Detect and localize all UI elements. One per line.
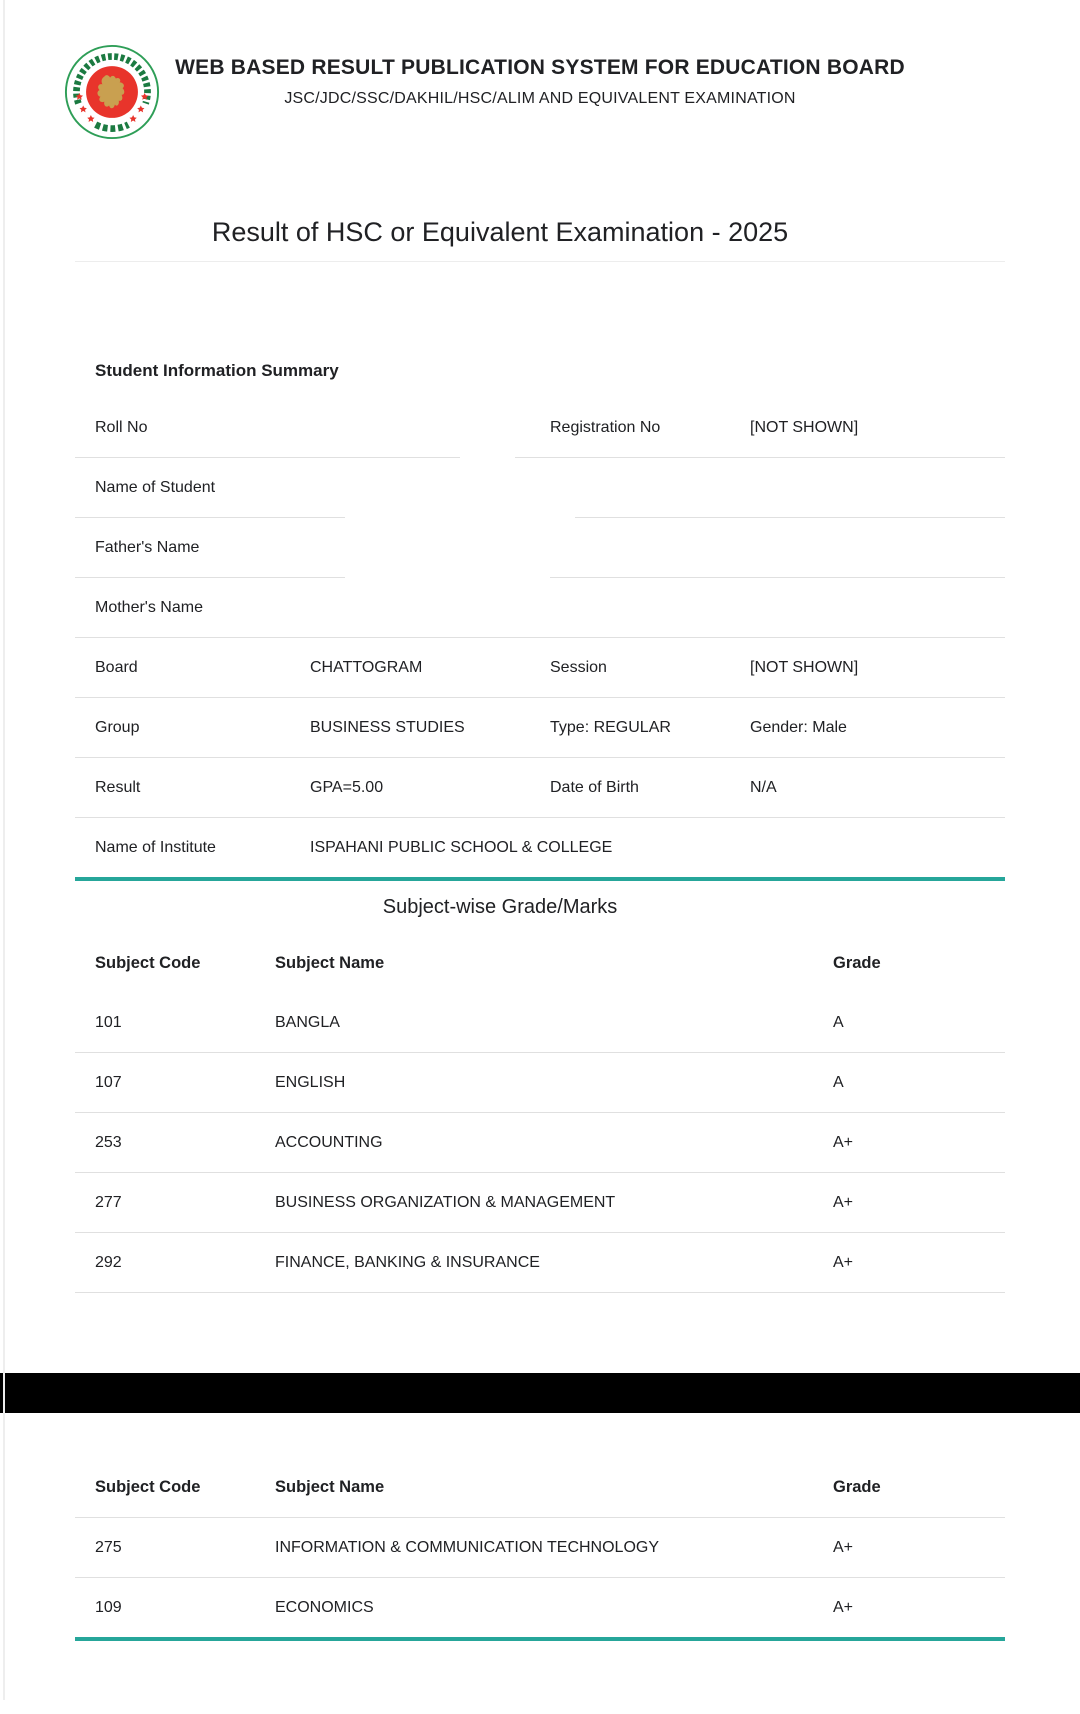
info-value: ISPAHANI PUBLIC SCHOOL & COLLEGE — [310, 838, 613, 856]
info-row-roll — [75, 398, 1005, 457]
grade-row — [75, 1578, 1005, 1637]
student-info-heading: Student Information Summary — [95, 361, 339, 380]
grade-row — [75, 993, 1005, 1052]
info-value: CHATTOGRAM — [310, 658, 423, 676]
info-label: Result — [95, 778, 141, 796]
header-text-block — [0, 0, 1080, 108]
subject-code: 109 — [95, 1598, 122, 1616]
info-label: Father's Name — [95, 538, 200, 556]
subject-grade: A+ — [833, 1193, 854, 1211]
subject-code: 292 — [95, 1253, 122, 1271]
info-label: Date of Birth — [550, 778, 639, 796]
page-header — [0, 0, 1080, 160]
subject-code: 107 — [95, 1073, 122, 1091]
info-row-board — [75, 638, 1005, 697]
student-info-section — [75, 361, 1005, 1293]
col-grade: Grade — [833, 1477, 881, 1496]
subject-grade: A+ — [833, 1253, 854, 1271]
col-subject-code: Subject Code — [95, 1477, 201, 1496]
subject-code: 275 — [95, 1538, 122, 1556]
grade-row — [75, 1233, 1005, 1292]
subject-code: 101 — [95, 1013, 122, 1031]
subject-grade: A+ — [833, 1598, 854, 1616]
grade-row — [75, 1053, 1005, 1112]
grade-row — [75, 1113, 1005, 1172]
site-title: WEB BASED RESULT PUBLICATION SYSTEM FOR EDUCATION BOARD — [175, 56, 905, 79]
info-label: Group — [95, 718, 140, 736]
subject-name: BUSINESS ORGANIZATION & MANAGEMENT — [275, 1193, 616, 1211]
subject-name: ECONOMICS — [275, 1598, 374, 1616]
subject-grade: A+ — [833, 1538, 854, 1556]
subject-name: INFORMATION & COMMUNICATION TECHNOLOGY — [275, 1538, 660, 1556]
teal-section-divider — [75, 877, 1005, 881]
info-row-father — [75, 518, 1005, 577]
grades-header-row — [75, 1457, 1005, 1517]
site-subtitle: JSC/JDC/SSC/DAKHIL/HSC/ALIM AND EQUIVALENT EXAMINATION — [284, 90, 796, 107]
col-grade: Grade — [833, 953, 881, 972]
info-label: Mother's Name — [95, 598, 203, 616]
row-divider — [75, 457, 1005, 458]
redacted-black-bar — [0, 1373, 1080, 1413]
info-value: GPA=5.00 — [310, 778, 384, 796]
grades-table-1 — [75, 933, 1005, 1293]
subject-code: 253 — [95, 1133, 122, 1151]
row-divider — [75, 517, 1005, 518]
info-label: Name of Student — [95, 478, 216, 496]
subject-grade: A — [833, 1013, 844, 1031]
subject-name: FINANCE, BANKING & INSURANCE — [275, 1253, 540, 1271]
info-label: Session — [550, 658, 607, 676]
subject-code: 277 — [95, 1193, 122, 1211]
info-label: Roll No — [95, 418, 148, 436]
grades-table-2 — [75, 1457, 1005, 1641]
info-row-result — [75, 758, 1005, 817]
grades-section-heading: Subject-wise Grade/Marks — [382, 896, 618, 918]
col-subject-name: Subject Name — [275, 1477, 385, 1496]
subject-grade: A+ — [833, 1133, 854, 1151]
info-value: N/A — [750, 778, 777, 796]
col-subject-code: Subject Code — [95, 953, 201, 972]
info-row-group — [75, 698, 1005, 757]
info-label: Name of Institute — [95, 838, 216, 856]
info-value: Type: REGULAR — [550, 718, 671, 736]
subject-grade: A — [833, 1073, 844, 1091]
page-title: Result of HSC or Equivalent Examination - 2025 — [211, 217, 789, 247]
subject-name: BANGLA — [275, 1013, 340, 1031]
info-row-institute — [75, 818, 1005, 877]
info-row-student-name — [75, 458, 1005, 517]
info-row-mother — [75, 578, 1005, 637]
info-value: [NOT SHOWN] — [750, 418, 859, 436]
row-divider — [75, 577, 1005, 578]
info-value: [NOT SHOWN] — [750, 658, 859, 676]
info-value: Gender: Male — [750, 718, 847, 736]
col-subject-name: Subject Name — [275, 953, 385, 972]
row-divider — [75, 1292, 1005, 1293]
subject-name: ENGLISH — [275, 1073, 346, 1091]
bangladesh-govt-emblem-logo — [64, 44, 160, 140]
bottom-whitespace — [0, 1641, 1080, 1714]
grade-row — [75, 1173, 1005, 1232]
title-divider — [75, 261, 1005, 262]
grade-row — [75, 1518, 1005, 1577]
info-label: Registration No — [550, 418, 661, 436]
info-value: BUSINESS STUDIES — [310, 718, 465, 736]
subject-name: ACCOUNTING — [275, 1133, 383, 1151]
grades-header-row — [75, 933, 1005, 993]
info-label: Board — [95, 658, 138, 676]
